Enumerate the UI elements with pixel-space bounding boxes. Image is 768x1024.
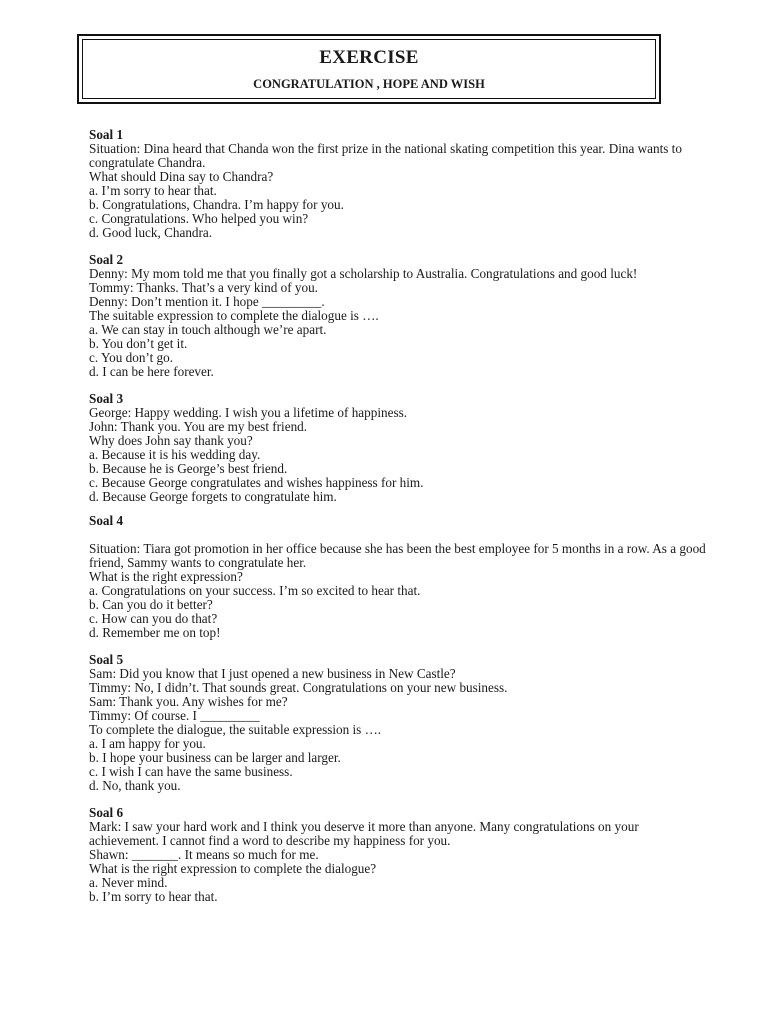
dialogue-line: Sam: Did you know that I just opened a new business in New Castle? [89,666,456,681]
question-heading: Soal 3 [89,391,124,406]
answer-option: a. Never mind. [89,875,168,890]
question-text: Situation: Tiara got promotion in her office because she has been the best employee for 5 months in a row. As a good friend, Sammy wants to congratulate her. [89,541,706,570]
answer-option: a. We can stay in touch although we’re apart. [89,322,327,337]
answer-option: a. I’m sorry to hear that. [89,183,217,198]
dialogue-line: Denny: My mom told me that you finally got a scholarship to Australia. Congratulations and good luck! [89,266,638,281]
dialogue-line: Mark: I saw your hard work and I think you deserve it more than anyone. Many congratulations on your achievement. I cannot find a word to describe my happiness for you. [89,819,639,848]
dialogue-line: Tommy: Thanks. That’s a very kind of you. [89,280,318,295]
answer-option: d. Because George forgets to congratulate him. [89,489,337,504]
answer-option: a. Because it is his wedding day. [89,447,261,462]
dialogue-line: Timmy: No, I didn’t. That sounds great. Congratulations on your new business. [89,680,508,695]
answer-option: c. Because George congratulates and wishes happiness for him. [89,475,424,490]
answer-option: b. I’m sorry to hear that. [89,889,218,904]
dialogue-line: Timmy: Of course. I _________ [89,708,260,723]
page-subtitle: CONGRATULATION , HOPE AND WISH [253,77,485,91]
question-heading: Soal 4 [89,513,124,528]
dialogue-line: Sam: Thank you. Any wishes for me? [89,694,288,709]
answer-option: d. Good luck, Chandra. [89,225,213,240]
question-6 [89,806,709,904]
answer-option: b. Congratulations, Chandra. I’m happy for you. [89,197,344,212]
answer-option: b. Can you do it better? [89,597,213,612]
questions-container [89,128,709,917]
dialogue-line: Denny: Don’t mention it. I hope _________. [89,294,325,309]
question-heading: Soal 2 [89,252,124,267]
question-text: The suitable expression to complete the dialogue is …. [89,308,379,323]
page-title: EXERCISE [319,47,419,68]
answer-option: d. No, thank you. [89,778,181,793]
question-3 [89,392,709,504]
dialogue-line: John: Thank you. You are my best friend. [89,419,308,434]
question-text: To complete the dialogue, the suitable expression is …. [89,722,382,737]
question-4 [89,514,709,640]
title-box [77,34,661,104]
answer-option: a. Congratulations on your success. I’m so excited to hear that. [89,583,421,598]
answer-option: c. How can you do that? [89,611,218,626]
question-text: What is the right expression? [89,569,243,584]
answer-option: c. You don’t go. [89,350,174,365]
title-inner-border [82,39,656,99]
answer-option: b. I hope your business can be larger and larger. [89,750,341,765]
answer-option: c. Congratulations. Who helped you win? [89,211,309,226]
question-text: What should Dina say to Chandra? [89,169,274,184]
question-2 [89,253,709,379]
question-text: Why does John say thank you? [89,433,253,448]
question-heading: Soal 5 [89,652,124,667]
answer-option: d. Remember me on top! [89,625,221,640]
question-heading: Soal 6 [89,805,124,820]
question-5 [89,653,709,793]
question-1 [89,128,709,240]
question-heading: Soal 1 [89,127,124,142]
answer-option: d. I can be here forever. [89,364,214,379]
blank-line [89,528,709,542]
question-text: What is the right expression to complete the dialogue? [89,861,377,876]
question-text: Situation: Dina heard that Chanda won the first prize in the national skating competition this year. Dina wants to congratulate Chandra. [89,141,682,170]
answer-option: a. I am happy for you. [89,736,206,751]
dialogue-line: George: Happy wedding. I wish you a lifetime of happiness. [89,405,408,420]
answer-option: b. You don’t get it. [89,336,188,351]
dialogue-line: Shawn: _______. It means so much for me. [89,847,319,862]
answer-option: c. I wish I can have the same business. [89,764,293,779]
answer-option: b. Because he is George’s best friend. [89,461,288,476]
